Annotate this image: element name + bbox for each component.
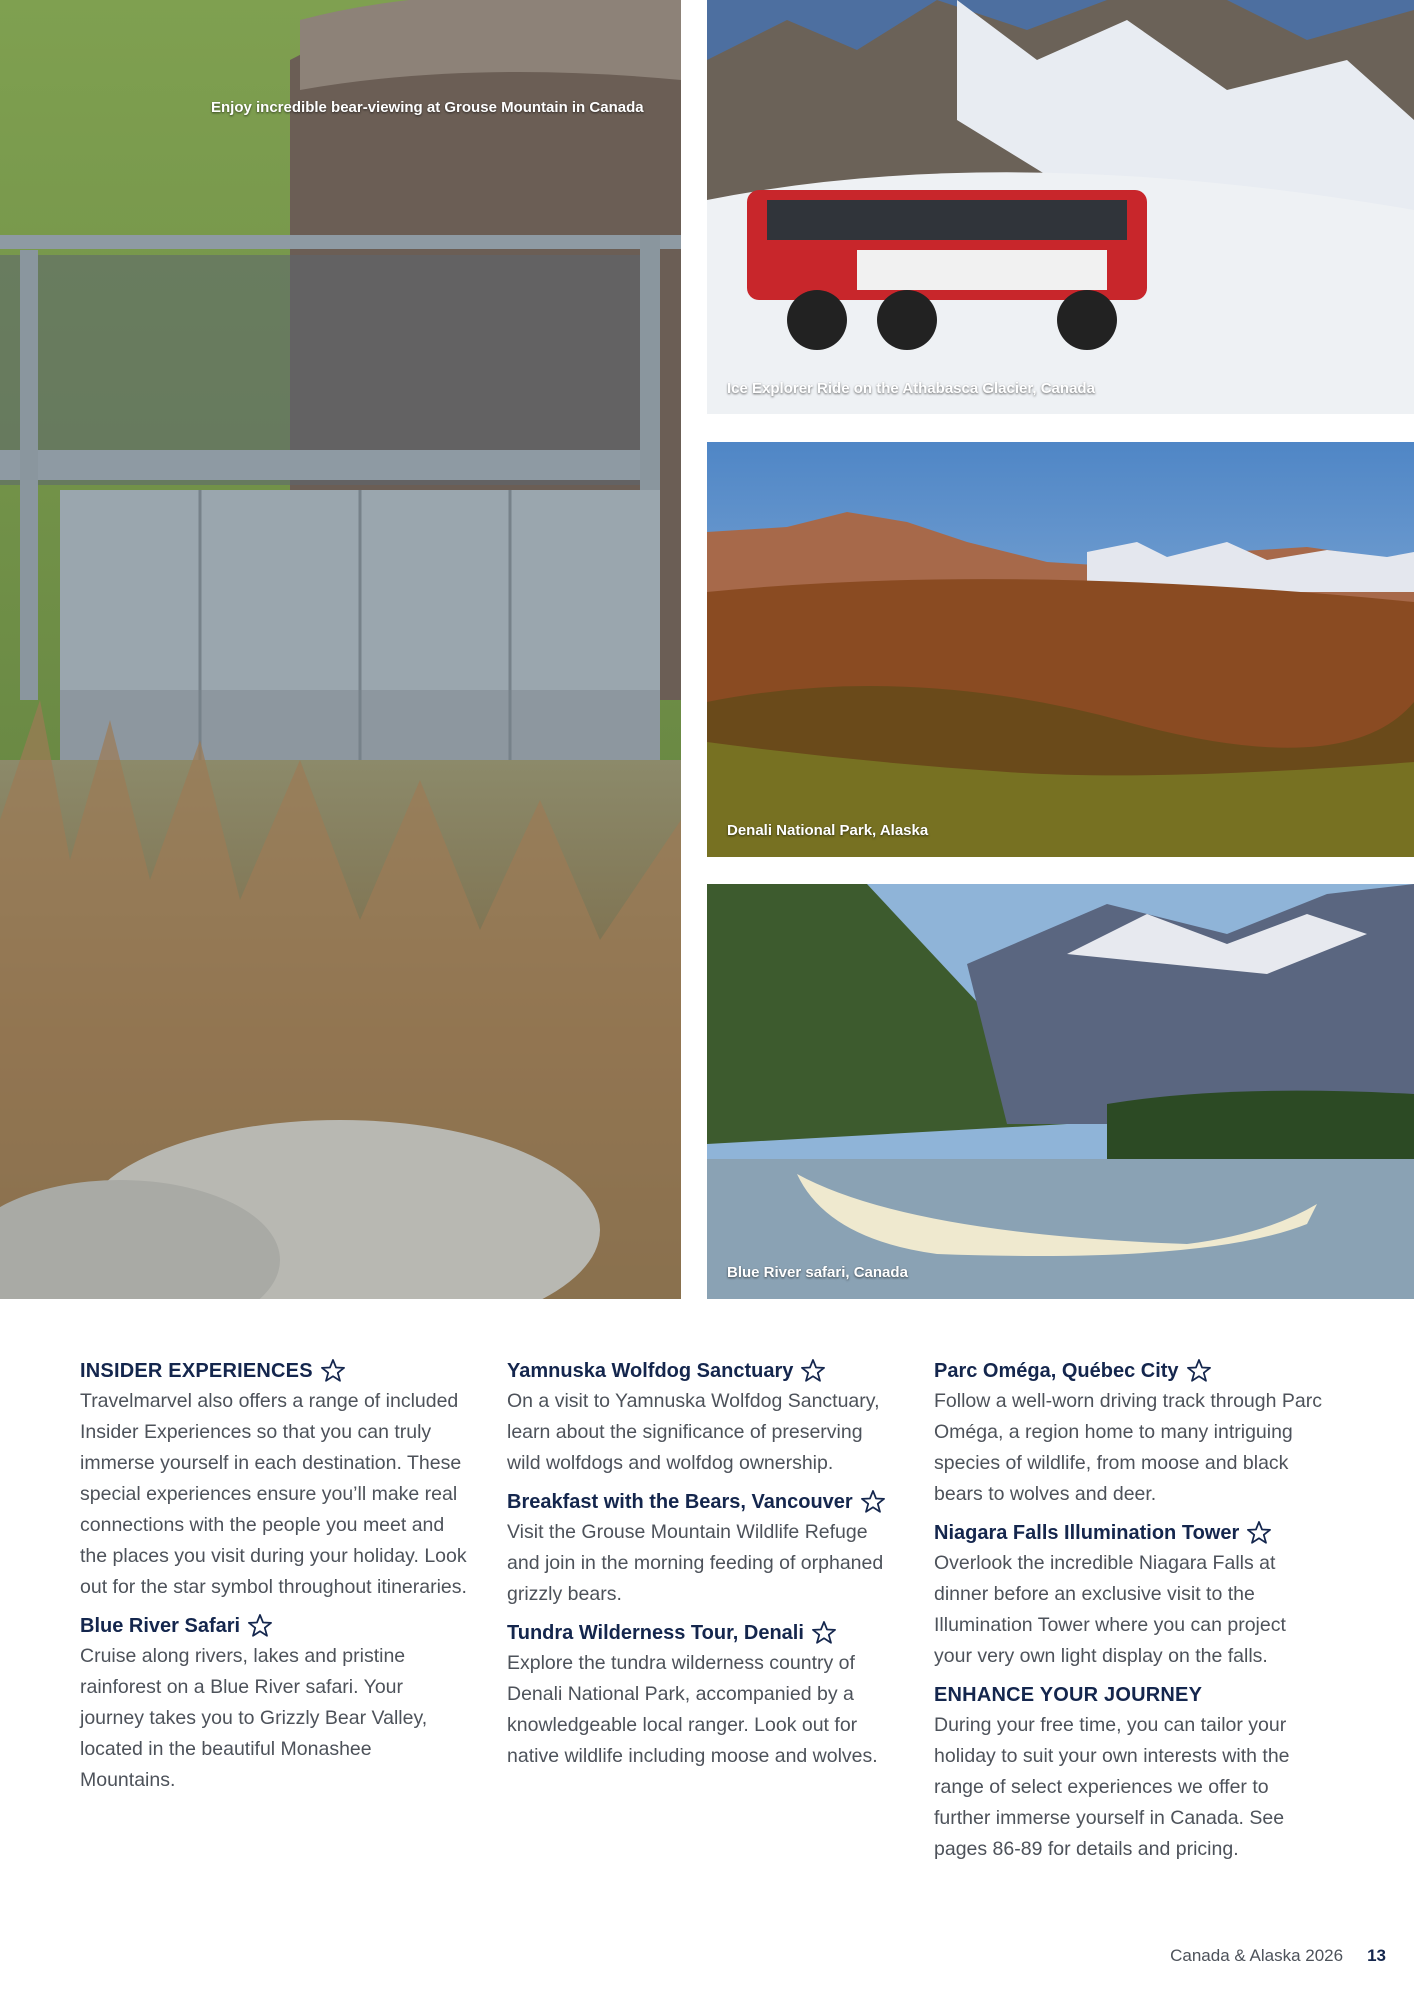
- section-niagara-tower: [934, 1518, 1326, 1672]
- grouse-mountain-caption: Enjoy incredible bear-viewing at Grouse Mountain in Canada: [211, 99, 644, 116]
- heading-text: INSIDER EXPERIENCES: [80, 1360, 313, 1382]
- star-icon: [1245, 1519, 1273, 1547]
- section-heading: [80, 1611, 472, 1641]
- star-icon: [246, 1612, 274, 1640]
- text-column-3: [934, 1356, 1326, 1873]
- text-column-2: [507, 1356, 899, 1780]
- section-body: On a visit to Yamnuska Wolfdog Sanctuary, learn about the significance of preserving wild wolfdogs and wolfdog ownership.: [507, 1390, 880, 1474]
- heading-text: ENHANCE YOUR JOURNEY: [934, 1684, 1203, 1706]
- section-heading: [934, 1356, 1326, 1386]
- section-tundra-tour: [507, 1618, 899, 1772]
- section-body: Travelmarvel also offers a range of included Insider Experiences so that you can truly immerse yourself in each destination. These special experiences ensure you’ll make real connections with the people you meet and the places you visit during your holiday. Look out for the star symbol throughout itineraries.: [80, 1390, 467, 1598]
- star-icon: [1185, 1357, 1213, 1385]
- star-icon: [799, 1357, 827, 1385]
- heading-text: Yamnuska Wolfdog Sanctuary: [507, 1360, 794, 1382]
- section-yamnuska: [507, 1356, 899, 1479]
- section-body: Overlook the incredible Niagara Falls at dinner before an exclusive visit to the Illumination Tower where you can project your very own light display on the falls.: [934, 1552, 1286, 1667]
- heading-text: Parc Oméga, Québec City: [934, 1360, 1179, 1382]
- section-blue-river-safari: [80, 1611, 472, 1796]
- section-heading: [507, 1356, 899, 1386]
- star-icon: [810, 1619, 838, 1647]
- section-parc-omega: [934, 1356, 1326, 1510]
- section-heading: [934, 1680, 1326, 1710]
- ice-explorer-illustration: [707, 0, 1414, 414]
- heading-text: Tundra Wilderness Tour, Denali: [507, 1622, 804, 1644]
- section-body: During your free time, you can tailor your holiday to suit your own interests with the range of select experiences we offer to further immerse yourself in Canada. See pages 86-89 for details and pricing.: [934, 1714, 1290, 1860]
- page-footer: [1170, 1946, 1386, 1966]
- text-column-1: [80, 1356, 472, 1804]
- section-body: Explore the tundra wilderness country of Denali National Park, accompanied by a knowledgeable local ranger. Look out for native wildlife including moose and wolves.: [507, 1652, 878, 1767]
- blue-river-illustration: [707, 884, 1414, 1299]
- section-breakfast-bears: [507, 1487, 899, 1610]
- blue-river-caption: Blue River safari, Canada: [727, 1264, 908, 1281]
- section-insider-experiences: [80, 1356, 472, 1603]
- section-heading: [507, 1618, 899, 1648]
- grouse-mountain-illustration: [0, 0, 681, 1299]
- heading-text: Blue River Safari: [80, 1615, 241, 1637]
- heading-text: Niagara Falls Illumination Tower: [934, 1522, 1240, 1544]
- heading-text: Breakfast with the Bears, Vancouver: [507, 1491, 853, 1513]
- ice-explorer-photo: [707, 0, 1414, 414]
- section-heading: [507, 1487, 899, 1517]
- section-heading: [80, 1356, 472, 1386]
- denali-photo: [707, 442, 1414, 857]
- section-heading: [934, 1518, 1326, 1548]
- ice-explorer-caption: Ice Explorer Ride on the Athabasca Glacier, Canada: [727, 380, 1095, 397]
- section-body: Follow a well-worn driving track through Parc Oméga, a region home to many intriguing species of wildlife, from moose and black bears to wolves and deer.: [934, 1390, 1322, 1505]
- footer-title: Canada & Alaska 2026: [1170, 1946, 1344, 1965]
- section-enhance-journey: [934, 1680, 1326, 1865]
- section-body: Cruise along rivers, lakes and pristine rainforest on a Blue River safari. Your journey takes you to Grizzly Bear Valley, located in the beautiful Monashee Mountains.: [80, 1645, 428, 1791]
- grouse-mountain-photo: [0, 0, 681, 1299]
- denali-caption: Denali National Park, Alaska: [727, 822, 929, 839]
- page-number: 13: [1367, 1946, 1386, 1965]
- denali-illustration: [707, 442, 1414, 857]
- star-icon: [319, 1357, 347, 1385]
- star-icon: [859, 1488, 887, 1516]
- section-body: Visit the Grouse Mountain Wildlife Refuge and join in the morning feeding of orphaned grizzly bears.: [507, 1521, 884, 1605]
- blue-river-photo: [707, 884, 1414, 1299]
